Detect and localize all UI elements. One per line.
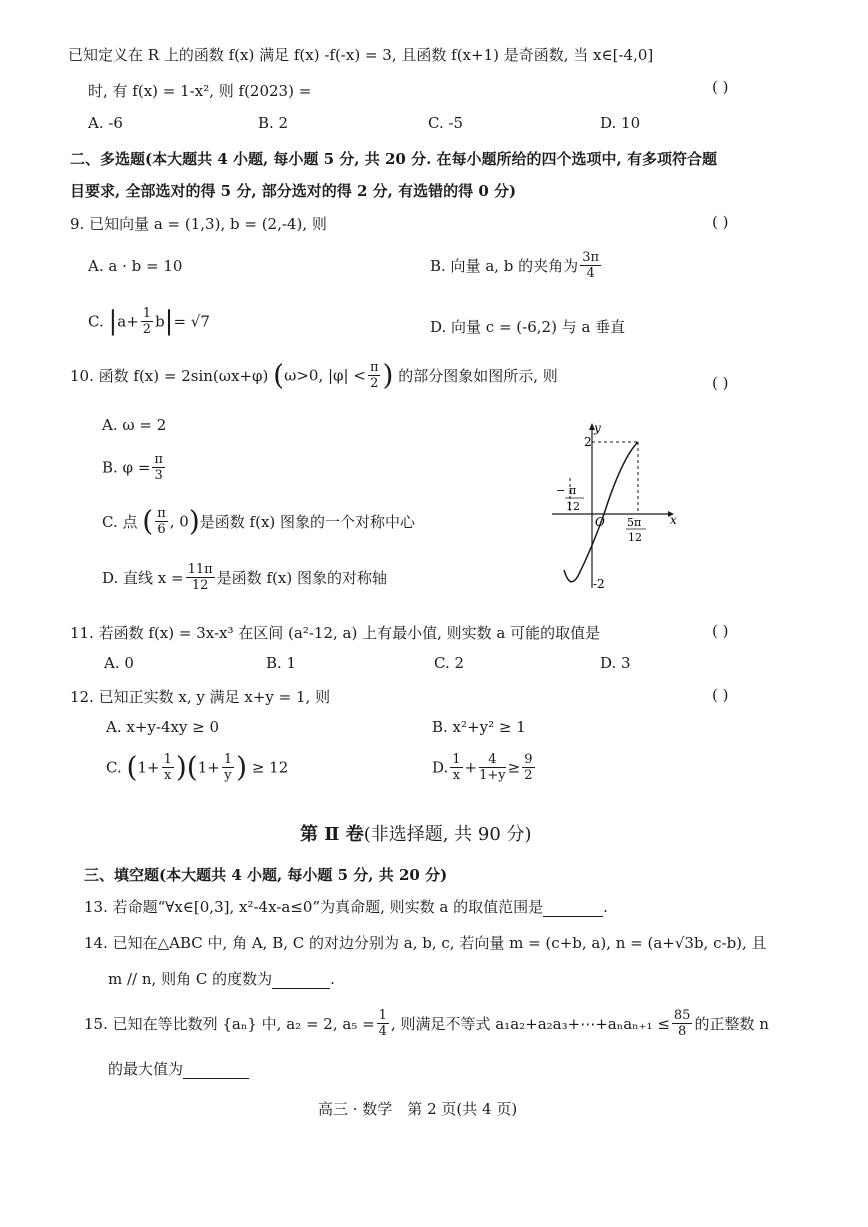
q15-denominator1: 4 — [378, 1024, 387, 1039]
sine-graph — [540, 418, 680, 596]
q8-line1 — [68, 44, 653, 65]
q12-c-pre: C. — [106, 758, 122, 777]
q10-d-denominator: 12 — [191, 578, 209, 593]
q10-stem-cond: ω>0, |φ| < — [284, 366, 366, 385]
q10-b-numerator: π — [154, 452, 163, 467]
paren-close: ) — [175, 750, 187, 784]
q15-fraction2 — [672, 1008, 693, 1039]
q10-d-numerator: 11π — [187, 562, 213, 577]
q15-pre: 15. 已知在等比数列 {aₙ} 中, a₂ = 2, a₅ = — [84, 1015, 375, 1033]
q10-option-d — [102, 562, 387, 593]
q10-option-a: A. ω = 2 — [102, 416, 167, 434]
max-label: 2 — [584, 435, 592, 449]
q12-d-fraction3 — [522, 752, 534, 783]
q8-option-c: C. -5 — [428, 114, 464, 132]
q9-option-b-text: B. 向量 a, b 的夹角为 — [430, 257, 579, 275]
paren-close: ) — [236, 750, 248, 784]
q12-c-fraction1 — [162, 752, 174, 783]
section3-header: 三、填空题(本大题共 4 小题, 每小题 5 分, 共 20 分) — [84, 866, 448, 884]
q9-option-c-fraction — [141, 306, 153, 337]
q11-answer-paren: ( ) — [712, 622, 729, 640]
q14-answer-blank[interactable] — [272, 970, 330, 989]
q8-option-b: B. 2 — [258, 114, 289, 132]
part2-subtitle: (非选择题, 共 90 分) — [363, 824, 532, 845]
q13-answer-blank[interactable] — [543, 898, 603, 917]
q9-stem: 9. 已知向量 a = (1,3), b = (2,-4), 则 — [70, 215, 327, 233]
q8-line1-text: 已知定义在 R 上的函数 f(x) 满足 f(x) -f(-x) = 3, 且函数 f(x+1) 是奇函数, 当 x∈[-4,0] — [68, 46, 654, 64]
right-tick-numerator: 5π — [627, 516, 642, 529]
q9-option-c-label: C. — [88, 312, 104, 331]
abs-bar-right: | — [164, 306, 174, 337]
one: 1+ — [197, 758, 220, 777]
q8-answer-paren: ( ) — [712, 78, 729, 96]
q13: 13. 若命题“∀x∈[0,3], x²-4x-a≤0”为真命题, 则实数 a 的取值范围是 . — [84, 898, 608, 916]
q10-c-post: , 0 — [169, 512, 189, 531]
q10-stem-fraction — [368, 360, 381, 391]
section2-header-line2: 目要求, 全部选对的得 5 分, 部分选对的得 2 分, 有选错的得 0 分) — [70, 182, 517, 200]
q11-option-c: C. 2 — [434, 654, 465, 672]
abs-bar-left: | — [108, 306, 118, 337]
q12-d-ge: ≥ — [507, 758, 521, 777]
q15-denominator2: 8 — [678, 1024, 687, 1039]
paren-open: ( — [273, 358, 285, 392]
q11-option-d: D. 3 — [600, 654, 631, 672]
q9-option-a: A. a · b = 10 — [88, 257, 183, 275]
right-tick-denominator: 12 — [628, 531, 642, 544]
x-axis-label: x — [670, 513, 677, 527]
q12-answer-paren: ( ) — [712, 686, 729, 704]
q15-mid: , 则满足不等式 a₁a₂+a₂a₃+⋯+aₙaₙ₊₁ ≤ — [390, 1015, 670, 1033]
q10-c-numerator: π — [157, 506, 166, 521]
origin-label: O — [595, 515, 605, 529]
min-label: -2 — [593, 577, 605, 591]
q11-stem: 11. 若函数 f(x) = 3x-x³ 在区间 (a²-12, a) 上有最小值, 则实数 a 可能的取值是 — [70, 624, 601, 642]
q9-option-b — [430, 250, 603, 281]
q10-stem-denominator: 2 — [370, 376, 379, 391]
q10-c-tail: 是函数 f(x) 图象的一个对称中心 — [199, 513, 416, 531]
q10-option-b — [102, 452, 167, 483]
q9-c-post: = √7 — [173, 312, 210, 331]
q15-numerator2: 85 — [673, 1008, 691, 1023]
q9-option-b-fraction — [580, 250, 601, 281]
q10-d-pre: D. 直线 x = — [102, 569, 184, 587]
q15-fraction1 — [377, 1008, 389, 1039]
part2-heading — [300, 820, 532, 846]
q12-d-numerator1: 1 — [452, 752, 461, 767]
q10-option-d-fraction — [186, 562, 215, 593]
q9-c-b: b — [155, 312, 165, 331]
one: 1+ — [137, 758, 160, 777]
section2-header-line1: 二、多选题(本大题共 4 小题, 每小题 5 分, 共 20 分. 在每小题所给的四个选项中, 有多项符合题 — [70, 150, 717, 168]
q10-c-pre: C. 点 — [102, 513, 138, 531]
q12-d-denominator2: 1+y — [479, 768, 506, 783]
q10-b-pre: B. φ = — [102, 458, 151, 477]
q14-line2: m // n, 则角 C 的度数为 . — [108, 970, 335, 988]
q12-d-denominator3: 2 — [524, 768, 533, 783]
q15-line2-text: 的最大值为 — [108, 1060, 184, 1078]
q12-d-numerator2: 4 — [479, 752, 506, 768]
y-axis-label: y — [594, 421, 601, 435]
paren-close: ) — [382, 358, 394, 392]
q10-stem-numerator: π — [369, 360, 379, 375]
q12-c-denominator2: y — [224, 768, 232, 783]
q12-option-d — [432, 752, 537, 783]
q10-c-denominator: 6 — [157, 522, 166, 537]
q15-line1 — [84, 1008, 769, 1039]
q12-option-c — [106, 752, 288, 783]
q12-d-fraction1 — [450, 752, 462, 783]
q9-b-denominator: 4 — [586, 266, 595, 281]
q12-option-a: A. x+y-4xy ≥ 0 — [106, 718, 220, 736]
q14-line1: 14. 已知在△ABC 中, 角 A, B, C 的对边分别为 a, b, c, 若向量 m = (c+b, a), n = (a+√3b, c-b), 且 — [84, 934, 767, 952]
q10-answer-paren: ( ) — [712, 374, 729, 392]
paren-open: ( — [126, 750, 138, 784]
q15-answer-blank[interactable] — [183, 1060, 249, 1079]
q11-option-a: A. 0 — [104, 654, 134, 672]
q10-stem-post: 的部分图象如图所示, 则 — [398, 367, 558, 385]
q10-d-post: 是函数 f(x) 图象的对称轴 — [216, 569, 387, 587]
q12-c-numerator2: 1 — [223, 752, 233, 767]
q10-option-b-fraction — [152, 452, 165, 483]
q10-b-denominator: 3 — [154, 468, 163, 483]
q15-post: 的正整数 n — [694, 1015, 769, 1033]
left-tick-numerator: π — [569, 484, 577, 497]
left-tick-denominator: 12 — [566, 500, 580, 513]
q12-c-post: ≥ 12 — [251, 758, 289, 777]
q12-d-denominator1: x — [452, 768, 461, 783]
q9-option-d: D. 向量 c = (-6,2) 与 a 垂直 — [430, 318, 626, 336]
paren-open: ( — [142, 504, 154, 538]
page-footer: 高三 · 数学 第 2 页(共 4 页) — [318, 1100, 518, 1118]
q12-c-denominator1: x — [164, 768, 172, 783]
q9-c-a: a+ — [117, 312, 139, 331]
paren-close: ) — [188, 504, 200, 538]
q9-c-denominator: 2 — [142, 322, 152, 337]
q14-line2-text: m // n, 则角 C 的度数为 — [108, 970, 273, 988]
q8-line2: 时, 有 f(x) = 1-x², 则 f(2023) = — [88, 82, 312, 100]
q10-stem-pre: 10. 函数 f(x) = 2sin(ωx+φ) — [70, 367, 269, 385]
q10-option-c-fraction — [155, 506, 168, 537]
q12-c-numerator1: 1 — [163, 752, 172, 767]
q10-option-c — [102, 506, 415, 537]
q15-line2 — [108, 1058, 249, 1079]
q12-d-fraction2 — [479, 752, 506, 783]
q15-numerator1: 1 — [378, 1008, 387, 1023]
q11-option-b: B. 1 — [266, 654, 297, 672]
paren-open: ( — [186, 750, 198, 784]
plus: + — [464, 758, 478, 777]
q10-stem — [70, 360, 558, 391]
q8-option-d: D. 10 — [600, 114, 641, 132]
left-tick-sign: − — [556, 484, 566, 497]
q12-option-b: B. x²+y² ≥ 1 — [432, 718, 526, 736]
q12-stem: 12. 已知正实数 x, y 满足 x+y = 1, 则 — [70, 688, 331, 706]
q9-option-c — [88, 306, 210, 337]
q9-c-numerator: 1 — [142, 306, 152, 321]
q9-answer-paren: ( ) — [712, 213, 729, 231]
q8-option-a: A. -6 — [88, 114, 123, 132]
q12-d-pre: D. — [432, 758, 449, 777]
q12-c-fraction2 — [222, 752, 234, 783]
q12-d-numerator3: 9 — [524, 752, 533, 767]
q13-text: 13. 若命题“∀x∈[0,3], x²-4x-a≤0”为真命题, 则实数 a 的取值范围是 — [84, 898, 544, 916]
part2-title: 第 Ⅱ 卷 — [300, 824, 364, 845]
q9-b-numerator: 3π — [582, 250, 600, 265]
